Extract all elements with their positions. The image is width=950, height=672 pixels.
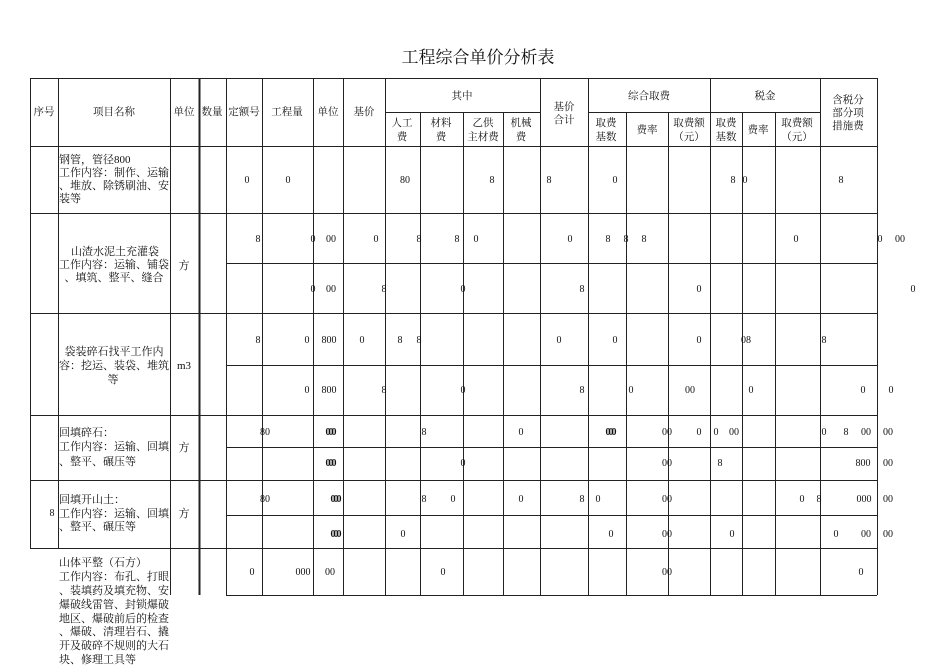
- cell-value: 8: [489, 175, 495, 186]
- row-item-name: 、填筑、整平、缝合: [64, 272, 164, 284]
- cell-value: 0: [460, 284, 466, 295]
- cell-value: 0: [518, 494, 524, 505]
- header-index: 序号: [33, 107, 55, 118]
- header-overhead: 综合取费: [628, 91, 670, 102]
- cell-value: 0: [400, 529, 406, 540]
- cell-value: 00: [662, 494, 672, 505]
- cell-value: 0: [612, 175, 618, 186]
- cell-value: 0: [742, 175, 748, 186]
- row-item-name: 钢管，管径800: [59, 154, 131, 166]
- cell-value: 8: [623, 234, 629, 245]
- cell-value: 8: [421, 427, 427, 438]
- cell-value: 8: [717, 458, 723, 469]
- header-of-which: 其中: [451, 91, 473, 102]
- cell-value: 8: [255, 335, 261, 346]
- cell-value: 000: [295, 567, 311, 578]
- cell-value: 8: [255, 234, 261, 245]
- cell-value: 00: [729, 427, 739, 438]
- cell-value: 0: [556, 335, 562, 346]
- cell-value: 800: [855, 458, 871, 469]
- page-title: 工程综合单价分析表: [401, 48, 555, 67]
- cell-value: 800: [321, 385, 337, 396]
- cell-value: 8: [641, 234, 647, 245]
- cell-value: 0: [595, 494, 601, 505]
- header-tax-rate: 费率: [747, 125, 769, 136]
- cell-value: 80: [260, 494, 270, 505]
- cell-value: 0: [696, 427, 702, 438]
- row-item-name: 等: [107, 374, 119, 386]
- cell-value: 8: [416, 335, 422, 346]
- row-item-name: 工作内容：制作、运输: [59, 167, 169, 179]
- cell-value: 8: [579, 284, 585, 295]
- cell-value: 0: [285, 175, 291, 186]
- cell-value: 8: [579, 385, 585, 396]
- header-oh-amount: （元）: [673, 132, 705, 143]
- row-index: 8: [49, 508, 55, 519]
- header-supplied-material: 主材费: [467, 132, 499, 143]
- cell-value: 0: [833, 529, 839, 540]
- cell-value: 000: [605, 427, 615, 438]
- cell-value: 00: [325, 567, 335, 578]
- header-base-total: 基价: [553, 102, 575, 113]
- header-quantity: 工程量: [271, 107, 303, 118]
- cell-value: 00: [861, 529, 871, 540]
- row-item-name: 开及破碎不规则的大石: [59, 640, 169, 652]
- header-supplied-material: 乙供: [472, 118, 494, 129]
- cell-value: 00: [861, 427, 871, 438]
- cell-value: 00: [662, 529, 672, 540]
- header-quota-no: 定额号: [228, 107, 260, 118]
- row-item-name: 、装填药及填充物、安: [59, 585, 169, 597]
- cell-value: 0: [310, 234, 316, 245]
- header-total: 措施费: [832, 121, 864, 132]
- cell-value: 00: [883, 427, 893, 438]
- cell-value: 0: [696, 335, 702, 346]
- cell-value: 0: [821, 427, 827, 438]
- cell-value: 000: [325, 458, 335, 469]
- row-item-name: 块、修理工具等: [59, 654, 136, 666]
- header-labor: 费: [396, 132, 408, 143]
- cell-value: 00: [895, 234, 905, 245]
- row-item-name: 、堆放、除锈刷油、安: [59, 180, 169, 192]
- row-item-name: 回填开山土：: [59, 494, 125, 506]
- cell-value: 8: [579, 494, 585, 505]
- cell-value: 00: [685, 385, 695, 396]
- row-unit: 方: [178, 442, 190, 454]
- cell-value: 00: [662, 567, 672, 578]
- row-item-name: 山渣水泥土充灌袋: [71, 246, 159, 258]
- cell-value: 00: [662, 427, 672, 438]
- cell-value: 0: [460, 458, 466, 469]
- header-tax-amount: 取费额: [781, 118, 813, 129]
- cell-value: 0: [249, 567, 255, 578]
- cell-value: 8: [838, 175, 844, 186]
- cell-value: 0: [460, 385, 466, 396]
- cell-value: 000: [856, 494, 872, 505]
- cell-value: 0: [729, 529, 735, 540]
- cell-value: 0: [860, 385, 866, 396]
- header-qty: 数量: [201, 107, 223, 118]
- header-machinery: 机械: [510, 118, 532, 129]
- cell-value: 0: [567, 234, 573, 245]
- header-tax-amount: （元）: [781, 132, 813, 143]
- header-unit: 单位: [173, 107, 195, 118]
- header-total: 部分项: [832, 108, 864, 119]
- cell-value: 80: [400, 175, 410, 186]
- cell-value: 8: [397, 335, 403, 346]
- header-tax-base: 基数: [715, 132, 737, 143]
- row-item-name: 工作内容：运输、铺袋: [59, 259, 169, 271]
- row-unit: 方: [178, 260, 190, 272]
- row-item-name: 、爆破、清理岩石、撬: [59, 626, 169, 638]
- row-item-name: 回填碎石：: [59, 427, 114, 439]
- cell-value: 00: [883, 458, 893, 469]
- cell-value: 8: [381, 284, 387, 295]
- row-item-name: 容：挖运、装袋、堆筑: [59, 360, 169, 372]
- cell-value: 0: [793, 234, 799, 245]
- header-oh-rate: 费率: [636, 125, 658, 136]
- cell-value: 0: [748, 385, 754, 396]
- row-item-name: 爆破线雷管、封锁爆破: [59, 599, 169, 611]
- row-item-name: 工作内容：布孔、打眼: [59, 571, 169, 583]
- row-item-name: 、整平、碾压等: [59, 521, 136, 533]
- cell-value: 0: [608, 529, 614, 540]
- header-tax: 税金: [754, 91, 776, 102]
- row-item-name: 山体平整（石方）: [59, 557, 147, 569]
- cell-value: 0: [304, 335, 310, 346]
- cell-value: 00: [662, 458, 672, 469]
- cell-value: 0: [858, 567, 864, 578]
- cell-value: 0: [440, 567, 446, 578]
- header-labor: 人工: [391, 118, 413, 129]
- cell-value: 000: [330, 529, 340, 540]
- cell-value: 0: [910, 284, 916, 295]
- header-total: 含税分: [832, 95, 864, 106]
- header-material: 费: [435, 132, 447, 143]
- cell-value: 8: [454, 234, 460, 245]
- cell-value: 800: [321, 335, 337, 346]
- row-unit: m3: [176, 360, 192, 372]
- cell-value: 08: [741, 335, 751, 346]
- cell-value: 0: [628, 385, 634, 396]
- cell-value: 0: [450, 494, 456, 505]
- cell-value: 0: [799, 494, 805, 505]
- cell-value: 0: [696, 284, 702, 295]
- cell-value: 00: [883, 529, 893, 540]
- cell-value: 0: [877, 234, 883, 245]
- cell-value: 0: [713, 427, 719, 438]
- cell-value: 8: [816, 494, 822, 505]
- header-material: 材料: [430, 118, 452, 129]
- cell-value: 8: [546, 175, 552, 186]
- cell-value: 0: [373, 234, 379, 245]
- cell-value: 0: [304, 385, 310, 396]
- header-tax-base: 取费: [715, 118, 737, 129]
- cell-value: 0: [244, 175, 250, 186]
- row-item-name: 装等: [59, 193, 81, 205]
- cell-value: 00: [326, 234, 336, 245]
- cell-value: 000: [330, 494, 340, 505]
- row-unit: 方: [178, 508, 190, 520]
- cell-value: 0: [888, 385, 894, 396]
- cell-value: 00: [326, 284, 336, 295]
- cell-value: 000: [325, 427, 335, 438]
- cell-value: 8: [416, 234, 422, 245]
- row-item-name: 工作内容：运输、回填: [59, 441, 169, 453]
- header-oh-amount: 取费额: [673, 118, 705, 129]
- header-unit2: 单位: [317, 107, 339, 118]
- cell-value: 0: [473, 234, 479, 245]
- cell-value: 8: [381, 385, 387, 396]
- header-base-price: 基价: [353, 107, 375, 118]
- cell-value: 0: [359, 335, 365, 346]
- cell-value: 0: [310, 284, 316, 295]
- cell-value: 0: [518, 427, 524, 438]
- header-name: 项目名称: [93, 107, 135, 118]
- cell-value: 8: [821, 335, 827, 346]
- cell-value: 80: [260, 427, 270, 438]
- row-item-name: 袋装碎石找平工作内: [64, 346, 164, 358]
- cell-value: 8: [421, 494, 427, 505]
- cell-value: 8: [843, 427, 849, 438]
- cell-value: 0: [612, 335, 618, 346]
- header-machinery: 费: [515, 132, 527, 143]
- header-oh-base: 取费: [595, 118, 617, 129]
- header-base-total: 合计: [553, 115, 575, 126]
- row-item-name: 工作内容：运输、回填: [59, 508, 169, 520]
- row-item-name: 、整平、碾压等: [59, 456, 136, 468]
- cell-value: 00: [883, 494, 893, 505]
- cell-value: 8: [605, 234, 611, 245]
- row-item-name: 地区、爆破前后的检查: [59, 613, 169, 625]
- cell-value: 8: [730, 175, 736, 186]
- header-oh-base: 基数: [595, 132, 617, 143]
